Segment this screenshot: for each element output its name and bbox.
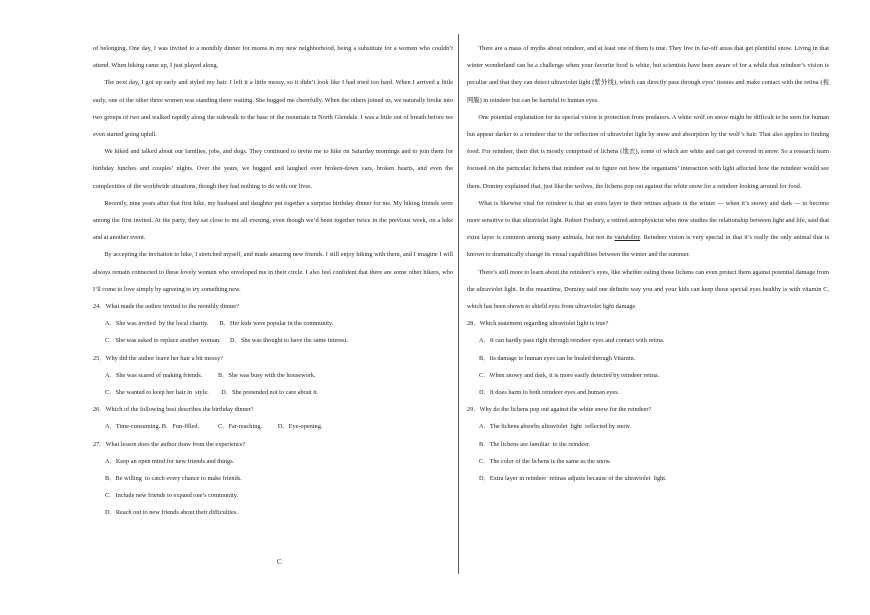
question-24-options-row-1 xyxy=(93,315,453,332)
passage-paragraph: There are a mass of myths about reindeer, and at least one of them is true. They live in far-off areas that get plentiful snow. Living in that winter wonderland can be a challenge when your favorite food is white, but scientists have been aware of for a while that reindeer’s vision is peculiar and that they can detect ultraviolet light (紫外线), which can directly pass through eyes’ tissues and make contact with the retina (视网膜) in reindeer but can be harmful to human eyes. xyxy=(467,45,829,104)
question-27-option-b: B．Be willing to catch every chance to make friends. xyxy=(105,475,242,483)
passage-paragraph: We hiked and talked about our families, jobs, and dogs. They continued to invite me to hike on Saturday mornings and to join them for birthday lunches and couples’ nights. Over the years, we hugged and laughed over broken-down cars, broken hearts, and even the complexities of the worldwide situations, though they had nothing to do with our lives. xyxy=(93,148,453,190)
paragraph-text: . Reindeer vision is very special in that it’s really the only animal that is known to dramatically change its visual capabilities between the winter and the summer. xyxy=(467,234,829,259)
question-25-options-row-1 xyxy=(93,367,453,384)
passage-paragraph: By accepting the invitation to hike, I stretched myself, and made amazing new friends. I still enjoy hiking with them, and I imagine I will always remain connected to these lovely women who enveloped me in their circle. I also feel confident that there are some other hikers, who I’ll come to love simply by agreeing to try something new. xyxy=(93,251,453,293)
question-29-option-d: D．Extra layer in reindeer retinas adjusts because of the ultraviolet light. xyxy=(479,475,667,483)
question-26-option-a: A．Time-consuming. xyxy=(105,423,161,431)
passage-paragraph: of belonging. One day, I was invited to a monthly dinner for moms in my new neighborhood, being a substitute for a women who couldn’t attend. When hiking came up, I just played along. xyxy=(93,45,453,70)
question-25-options-row-2 xyxy=(93,384,453,401)
question-28-stem: 28．Which statement regarding ultraviolet light is true? xyxy=(467,320,609,328)
question-24-option-b: B．Her kids were popular in the community. xyxy=(219,320,334,328)
question-27-option-d: D．Reach out to new friends about their difficulties. xyxy=(105,509,238,517)
question-26-option-b: B．Fun-filled. xyxy=(161,423,200,431)
passage-paragraph: The next day, I got up early and styled my hair. I left it a little messy, so it didn’t look like I had tried too hard. When I arrived a little early, one of the other three women was standing there waiting. She hugged me cheerfully. When the others joined us, we naturally broke into two groups of two and walked rapidly along the sidewalk to the base of the mountain in North Glendale. I was a little out of breath before we even started going uphill. xyxy=(93,79,453,139)
question-24-options-row-2 xyxy=(93,332,453,349)
passage-paragraph: There’s still more to learn about the reindeer’s eyes, like whether eating those lichens can even protect them against potential damage from the ultraviolet light. In the meantime, Dominy said one definite way you and your kids can keep those special eyes healthy is with vitamin C, which has been shown to shield eyes from ultraviolet light damage. xyxy=(467,268,829,311)
column-divider xyxy=(458,34,459,574)
question-26-stem: 26．Which of the following best describes the birthday dinner? xyxy=(93,406,254,414)
question-29-option-b: B．The lichens are familiar to the reindeer. xyxy=(479,440,591,448)
question-28-option-c: C．When snowy and dark, it is more easily detected by reindeer retina. xyxy=(479,371,660,379)
question-28-option-b: B．Its damage to human eyes can be healed through Vitamin. xyxy=(479,354,636,362)
passage-paragraph: One potential explanation for its special vision is protection from predators. A white wolf on snow might be difficult to be seen for human but appear darker to a reindeer due to the reflection of ultraviolet light by snow and absorption by the wolf’s hair. That also applies to finding food. For reindeer, their diet is mostly comprised of lichens (地衣), some of which are white and can get covered in snow. So a research team focused on the particular lichens that reindeer eat to figure out how the organisms’ interaction with light affected how the reindeer would see them. Dominy explained that, just like the wolves, the lichens pop out against the white snow for a reindeer looking around for food. xyxy=(467,113,829,190)
question-29-option-c: C．The color of the lichens is the same as the snow. xyxy=(479,457,611,465)
question-25-option-c: C．She wanted to keep her hair in style. xyxy=(105,389,209,397)
question-28-option-a: A．It can hardly pass right through reindeer eyes and contact with retina. xyxy=(479,337,665,345)
question-24-stem: 24．What made the author invited to the monthly dinner? xyxy=(93,303,240,311)
passage-paragraph: Recently, nine years after that first hike, my husband and daughter put together a surprise birthday dinner for me. My hiking friends were among the first invited. At the party, they sat close to me all evening, even though we’d been together twice in the previous week, on a hike and at another event. xyxy=(93,199,453,242)
question-27-stem: 27．What lesson does the author draw from the experience? xyxy=(93,440,246,448)
question-24-option-c: C．She was asked to replace another woman. xyxy=(105,337,221,345)
passage-paragraph xyxy=(467,195,829,264)
question-29-option-a: A．The lichens absorbs ultraviolet light reflected by snow. xyxy=(479,423,632,431)
question-25-option-d: D．She pretended not to care about it. xyxy=(221,389,319,397)
page-marker: C xyxy=(277,558,282,566)
question-25-option-a: A．She was scared of making friends. xyxy=(105,371,203,379)
paragraph-text: What is likewise vital for reindeer is that an extra layer in their retinas adjusts in the winter — when it’s snowy and dark — to become more sensitive to that ultraviolet light. Robert Fosbury, a retired astrophysicist who now studies the relationship between light and life, said that extra layer is common among many animals, but not its xyxy=(467,199,829,242)
question-28-option-d: D．It does harm to both reindeer eyes and human eyes. xyxy=(479,389,620,397)
question-27-option-c: C．Include new friends to expand one’s community. xyxy=(105,492,239,500)
left-column xyxy=(93,40,453,522)
question-25-option-b: B．She was busy with the housework. xyxy=(217,371,316,379)
question-26-option-d: D．Eye-opening. xyxy=(277,423,323,431)
underlined-word: variability xyxy=(614,234,640,242)
question-26-options-row xyxy=(93,418,453,435)
right-column xyxy=(467,40,829,487)
question-24-option-d: D．She was thought to have the same interest. xyxy=(230,337,348,345)
question-25-stem: 25．Why did the author leave her hair a bit messy? xyxy=(93,354,223,362)
question-24-option-a: A．She was invited by the local charity. xyxy=(105,320,209,328)
question-27-option-a: A．Keep an open mind for new friends and things. xyxy=(105,457,235,465)
question-29-stem: 29．Why do the lichens pop out against the white snow for the reindeer? xyxy=(467,406,652,414)
question-26-option-c: C．Far-reaching. xyxy=(217,423,263,431)
